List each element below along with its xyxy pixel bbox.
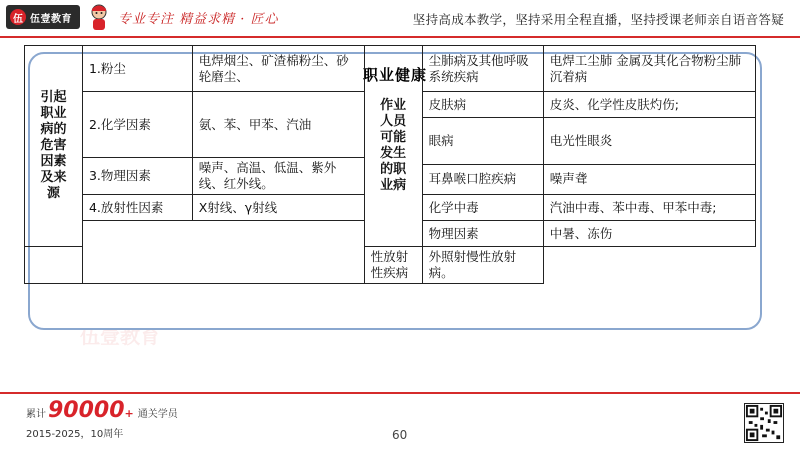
disease-detail: 电光性眼炎 [543, 118, 755, 165]
middle-header-line: 人员 [380, 114, 407, 129]
left-header-line: 病的 [40, 122, 67, 137]
middle-header-line: 业病 [380, 178, 407, 193]
disease-label: 性放射性疾病 [364, 247, 422, 284]
logo-text: 伍壹教育 [30, 13, 72, 25]
factor-detail: X射线、γ射线 [192, 195, 364, 221]
middle-header-cell [364, 46, 422, 247]
factor-detail: 电焊烟尘、矿渣棉粉尘、砂轮磨尘、 [192, 46, 364, 92]
disease-label: 化学中毒 [422, 195, 543, 221]
factor-label: 3.物理因素 [82, 158, 192, 195]
occupational-health-table [24, 45, 756, 284]
disease-detail: 中暑、冻伤 [543, 221, 755, 247]
left-header-cell [25, 46, 83, 247]
count-suffix: 通关学员 [137, 409, 178, 420]
left-header-line: 职业 [40, 106, 67, 121]
header [0, 0, 800, 34]
header-divider [0, 36, 800, 38]
middle-header-line: 作业 [380, 98, 407, 113]
disease-detail: 皮炎、化学性皮肤灼伤; [543, 92, 755, 118]
disease-label: 耳鼻喉口腔疾病 [422, 164, 543, 194]
footer-divider [0, 392, 800, 394]
middle-header-line: 可能 [380, 130, 407, 145]
factor-label: 2.化学因素 [82, 92, 192, 158]
factor-detail: 氨、苯、甲苯、汽油 [192, 92, 364, 158]
table-title: 职业健康 [362, 66, 427, 84]
page-number: 60 [392, 428, 408, 442]
disease-detail: 电焊工尘肺 金属及其化合物粉尘肺沉着病 [543, 46, 755, 92]
factor-detail: 噪声、高温、低温、紫外线、红外线。 [192, 158, 364, 195]
anniversary-text: 2015-2025，10周年 [26, 429, 124, 440]
watermark-logo: 伍壹教育 [80, 324, 160, 348]
disease-label: 皮肤病 [422, 92, 543, 118]
left-header-line: 源 [46, 186, 60, 201]
header-slogan: 专业专注 精益求精 · 匠心 [118, 12, 279, 27]
disease-label: 尘肺病及其他呼吸系统疾病 [422, 46, 543, 92]
qr-code-icon[interactable] [744, 403, 784, 443]
disease-detail: 汽油中毒、苯中毒、甲苯中毒; [543, 195, 755, 221]
count-plus: + [124, 407, 134, 420]
middle-header-line: 发生 [380, 146, 407, 161]
mascot-icon [86, 3, 112, 31]
disease-detail: 噪声聋 [543, 164, 755, 194]
left-header-line: 及来 [40, 170, 67, 185]
count-prefix: 累计 [26, 409, 46, 420]
middle-header-line: 的职 [380, 162, 407, 177]
left-header-line: 因素 [40, 154, 67, 169]
spacer-cell [25, 247, 83, 284]
student-count-row [26, 398, 178, 423]
left-header-line: 引起 [40, 90, 67, 105]
empty-cell [82, 221, 364, 284]
logo-mark: 伍 [10, 9, 26, 25]
disease-label: 物理因素 [422, 221, 543, 247]
brand-logo[interactable] [6, 5, 80, 29]
table-row [25, 46, 756, 92]
header-tagline: 坚持高成本教学，坚持采用全程直播，坚持授课老师亲自语音答疑 [412, 12, 784, 27]
factor-label: 4.放射性因素 [82, 195, 192, 221]
student-count: 90000 [48, 398, 125, 423]
footer-stats [26, 398, 178, 440]
factor-label: 1.粉尘 [82, 46, 192, 92]
disease-detail: 外照射慢性放射病。 [422, 247, 543, 284]
disease-label: 眼病 [422, 118, 543, 165]
left-header-line: 危害 [40, 138, 67, 153]
